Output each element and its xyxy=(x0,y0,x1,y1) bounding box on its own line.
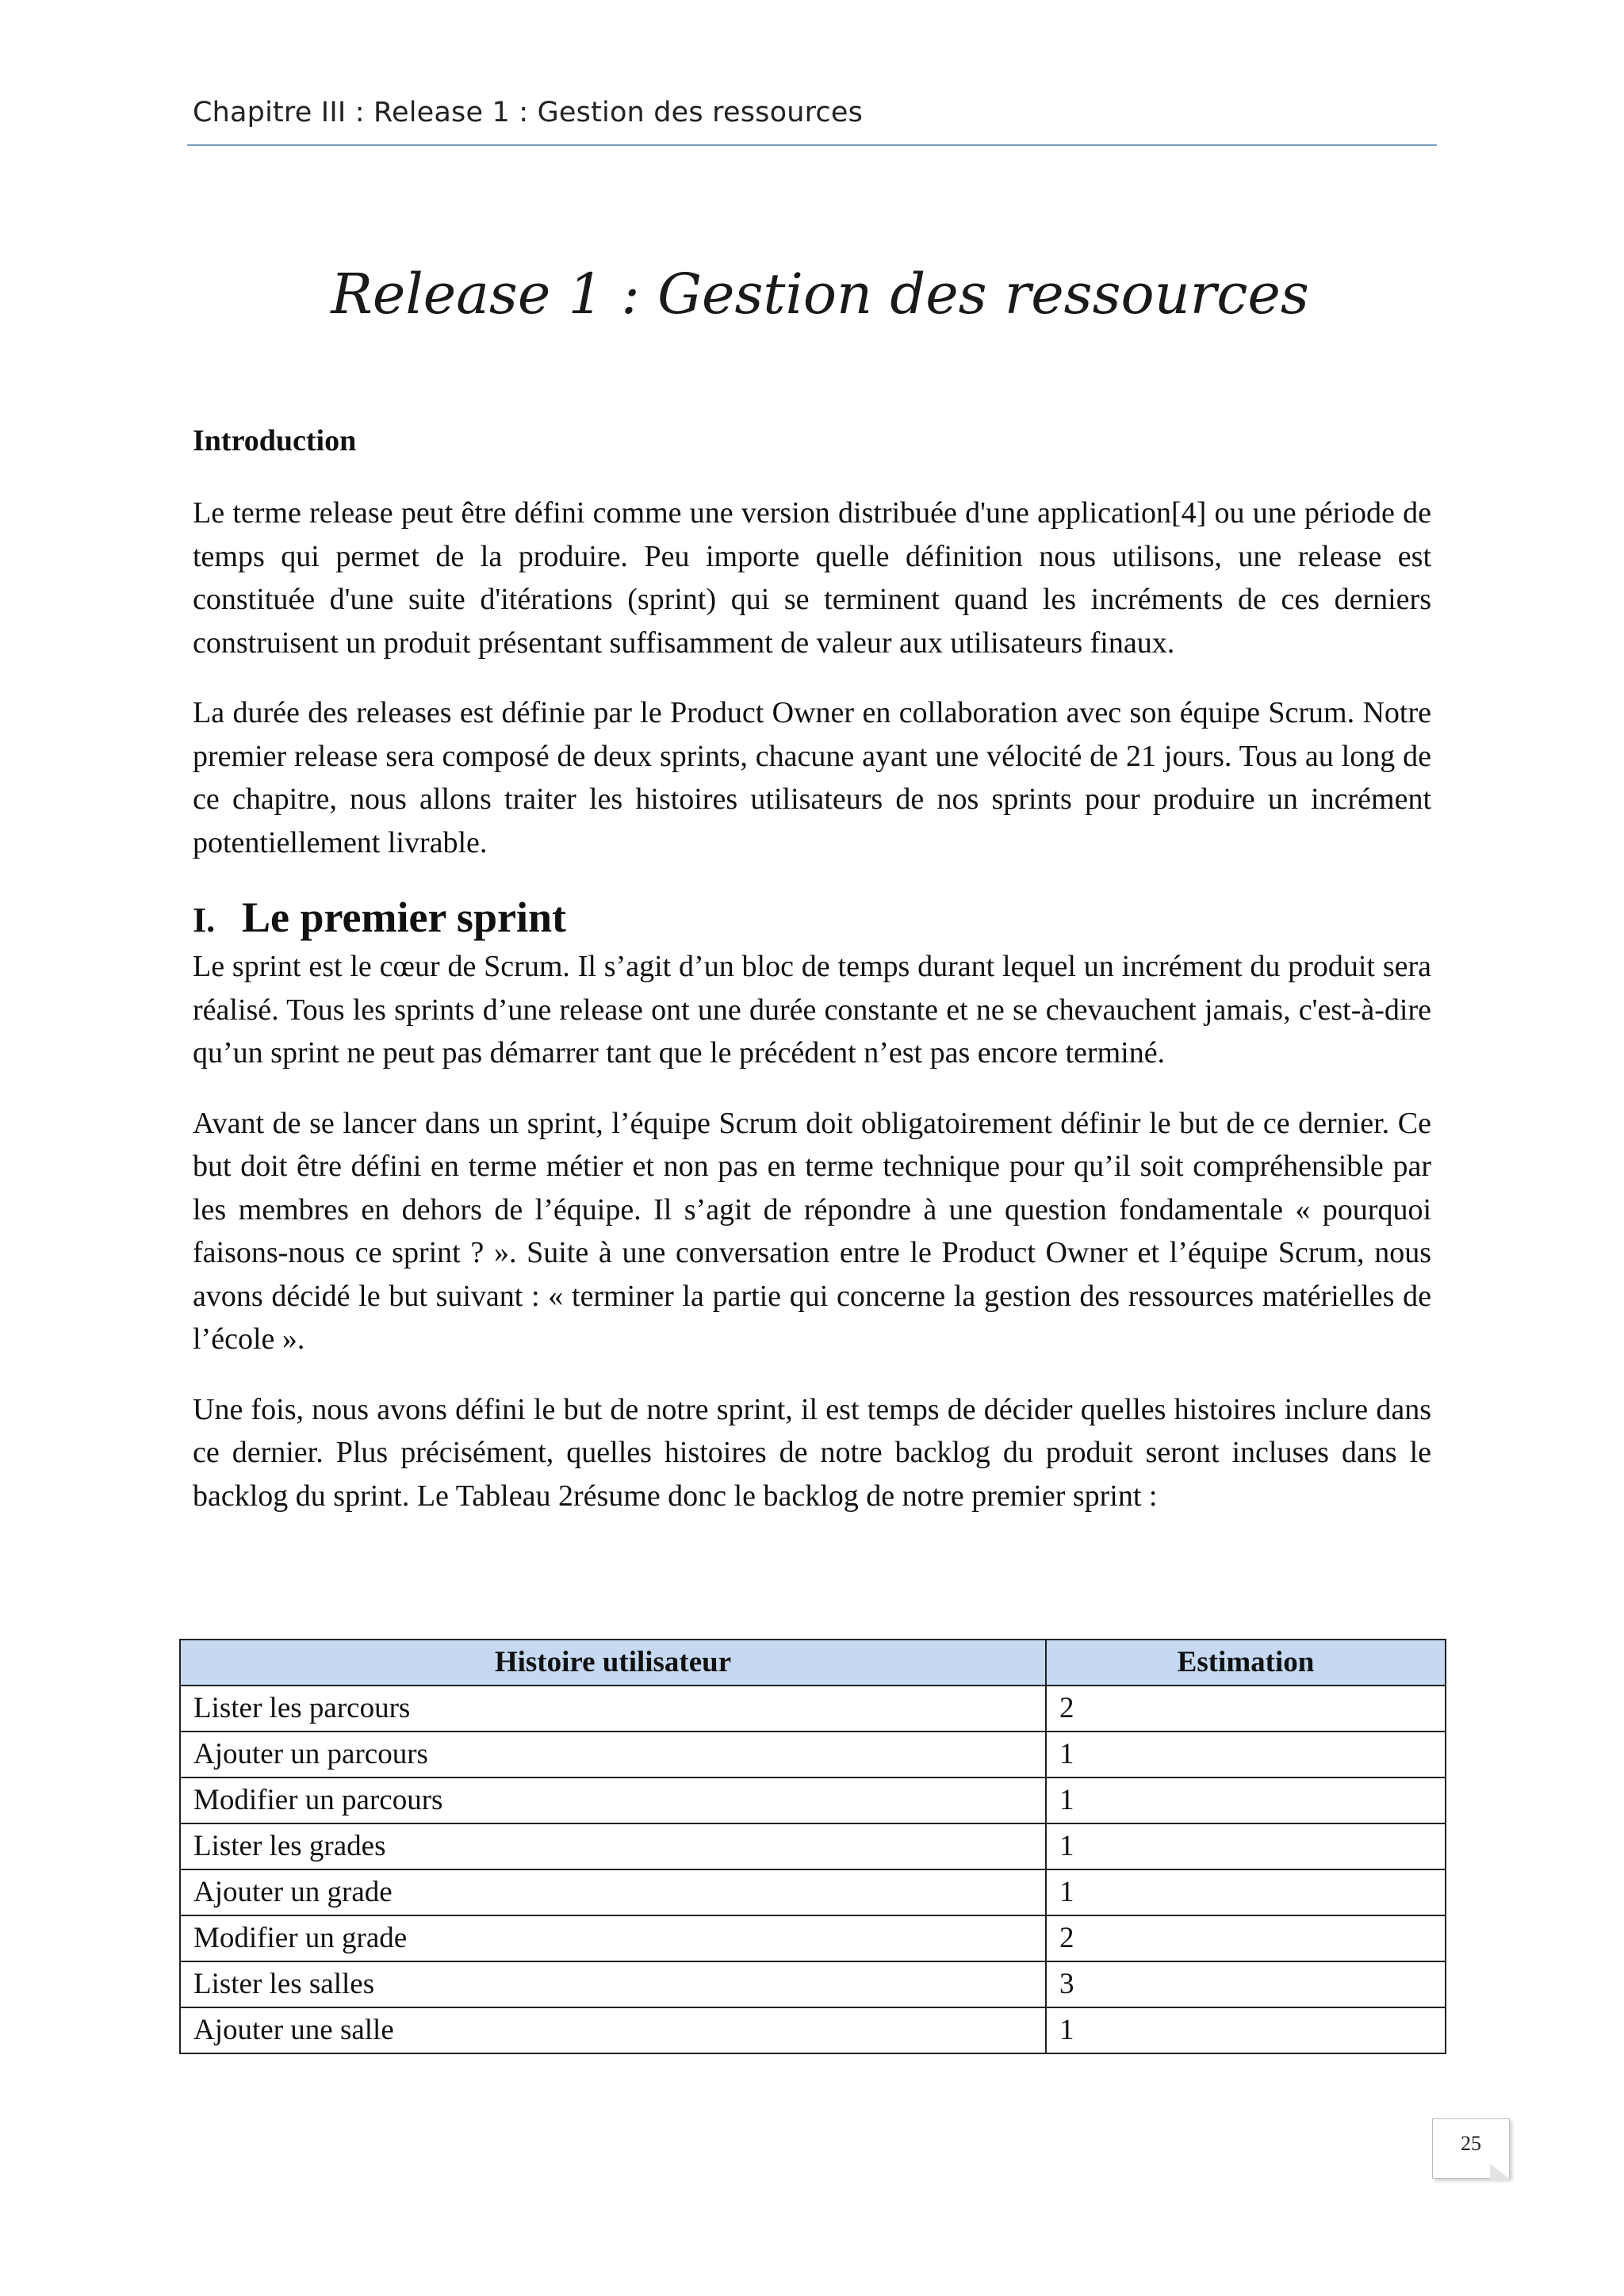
cell-estimation: 1 xyxy=(1046,1869,1446,1915)
cell-estimation: 2 xyxy=(1046,1686,1446,1732)
section-number: I. xyxy=(193,901,216,939)
cell-estimation: 1 xyxy=(1046,1823,1446,1869)
table-row xyxy=(180,1869,1446,1915)
cell-user-story: Lister les salles xyxy=(180,1961,1046,2007)
header-user-story: Histoire utilisateur xyxy=(180,1640,1046,1686)
section-paragraph-2: Avant de se lancer dans un sprint, l’équipe Scrum doit obligatoirement définir le but de ce dernier. Ce but doit être défini en terme métier et non pas en terme technique pour qu’il soit compréhensible par les membres en dehors de l’équipe. Il s’agit de répondre à une question fondamentale « pourquoi faisons-nous ce sprint ? ». Suite à une conversation entre le Product Owner et l’équipe Scrum, nous avons décidé le but suivant : « terminer la partie qui concerne la gestion des ressources matérielles de l’école ». xyxy=(193,1106,1431,1356)
table-row xyxy=(180,1686,1446,1732)
section-paragraph-1: Le sprint est le cœur de Scrum. Il s’agit d’un bloc de temps durant lequel un incrément du produit sera réalisé. Tous les sprints d’une release ont une durée constante et ne se chevauchent jamais, c'est-à-dire qu’un sprint ne peut pas démarrer tant que le précédent n’est pas encore terminé. xyxy=(193,950,1431,1070)
cell-user-story: Lister les grades xyxy=(180,1823,1046,1869)
cell-estimation: 2 xyxy=(1046,1915,1446,1961)
table-row xyxy=(180,2007,1446,2053)
section-title: Le premier sprint xyxy=(242,894,566,941)
cell-estimation: 1 xyxy=(1046,2007,1446,2053)
table-row xyxy=(180,1823,1446,1869)
page-fold-corner xyxy=(1490,2164,1511,2179)
page-number: 25 xyxy=(1461,2132,1481,2155)
introduction-heading: Introduction xyxy=(193,424,357,457)
header-estimation: Estimation xyxy=(1046,1640,1446,1686)
running-header: Chapitre III : Release 1 : Gestion des ressources xyxy=(193,97,864,128)
cell-user-story: Ajouter une salle xyxy=(180,2007,1046,2053)
sprint-backlog-table xyxy=(179,1639,1446,2054)
page-number-box xyxy=(1432,2118,1510,2179)
cell-user-story: Modifier un parcours xyxy=(180,1777,1046,1823)
cell-user-story: Ajouter un grade xyxy=(180,1869,1046,1915)
table-row xyxy=(180,1777,1446,1823)
intro-paragraph-2: La durée des releases est définie par le Product Owner en collaboration avec son équipe Scrum. Notre premier release sera composé de deux sprints, chacune ayant une vélocité de 21 jours. Tous au long de ce chapitre, nous allons traiter les histoires utilisateurs de nos sprints pour produire un incrément potentiellement livrable. xyxy=(193,696,1431,859)
cell-user-story: Modifier un grade xyxy=(180,1915,1046,1961)
section-paragraph-3: Une fois, nous avons défini le but de notre sprint, il est temps de décider quelles histoires inclure dans ce dernier. Plus précisément, quelles histoires de notre backlog du produit seront incluses dans le backlog du sprint. Le Tableau 2résume donc le backlog de notre premier sprint : xyxy=(193,1392,1431,1513)
header-rule xyxy=(187,144,1437,146)
table-row xyxy=(180,1732,1446,1777)
cell-estimation: 1 xyxy=(1046,1777,1446,1823)
chapter-title: Release 1 : Gestion des ressources xyxy=(331,262,1309,327)
table-row xyxy=(180,1915,1446,1961)
cell-user-story: Lister les parcours xyxy=(180,1686,1046,1732)
cell-estimation: 1 xyxy=(1046,1732,1446,1777)
table-header-row xyxy=(180,1640,1446,1686)
cell-user-story: Ajouter un parcours xyxy=(180,1732,1046,1777)
table-row xyxy=(180,1961,1446,2007)
cell-estimation: 3 xyxy=(1046,1961,1446,2007)
section-heading xyxy=(193,890,1431,948)
intro-paragraph-1: Le terme release peut être défini comme une version distribuée d'une application[4] ou une période de temps qui permet de la produire. Peu importe quelle définition nous utilisons, une release est constituée d'une suite d'itérations (sprint) qui se terminent quand les incréments de ces derniers construisent un produit présentant suffisamment de valeur aux utilisateurs finaux. xyxy=(193,496,1431,660)
page-content xyxy=(193,419,1431,1544)
